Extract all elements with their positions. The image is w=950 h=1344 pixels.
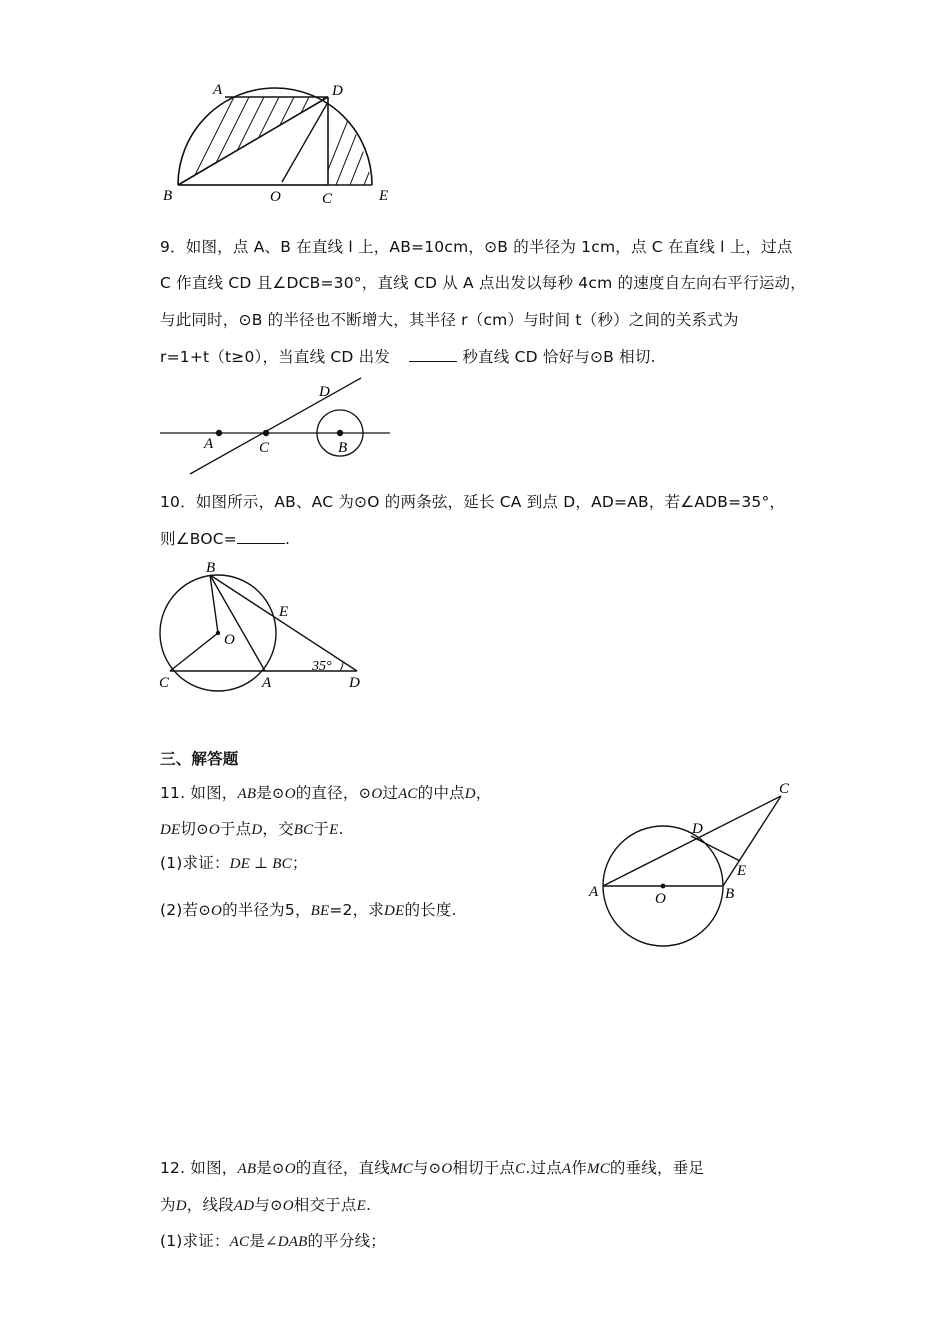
text: 的半径为5， [222, 901, 311, 919]
q10-text-before-blank: 则∠BOC= [160, 530, 237, 548]
label-D: D [349, 675, 360, 691]
text: 的长度. [404, 901, 457, 919]
q10-line-1: 10．如图所示，AB、AC 为⊙O 的两条弦，延长 CA 到点 D，AD=AB，若∠ADB=35°， [160, 493, 786, 511]
label-O: O [655, 891, 666, 907]
angle-label: 35° [312, 659, 332, 674]
label-B: B [725, 886, 735, 902]
text: 于 [313, 820, 330, 838]
text: 是 [256, 1159, 272, 1177]
math: A [561, 1161, 572, 1177]
label-D: D [692, 821, 703, 837]
label-O: O [224, 632, 235, 648]
text: (2)若 [160, 901, 199, 919]
text: 的中点 [417, 784, 465, 802]
text: 是 [249, 1232, 265, 1250]
q9-line-2: C 作直线 CD 且∠DCB=30°，直线 CD 从 A 点出发以每秒 4cm 的速度自左向右平行运动， [160, 274, 806, 292]
label-D: D [319, 384, 330, 400]
text: 于点 [219, 820, 252, 838]
text: =2，求 [329, 901, 385, 919]
math: AB [237, 1161, 257, 1177]
text: ，线段 [186, 1196, 234, 1214]
text: (1)求证： [160, 1232, 230, 1250]
text: 的直径，直线 [295, 1159, 390, 1177]
text: ； [291, 854, 308, 872]
text: . [365, 1196, 372, 1214]
q10-period: . [284, 530, 291, 548]
math: ⊙O [196, 822, 220, 838]
label-C: C [259, 440, 270, 456]
figure-q11 [580, 770, 800, 955]
text: 与 [254, 1196, 270, 1214]
text: 与 [412, 1159, 429, 1177]
q12-line-2 [160, 1194, 371, 1217]
point-A [216, 430, 222, 436]
q12-line-3 [160, 1230, 386, 1253]
q10-answer-blank[interactable] [237, 529, 285, 544]
label-E: E [737, 863, 747, 879]
q9-text-before-blank: r=1+t（t≥0），当直线 CD 出发 [160, 348, 391, 366]
math: ⊙O [198, 903, 223, 919]
text: ，交 [262, 820, 294, 838]
math: AD [233, 1198, 255, 1214]
label-B: B [206, 560, 216, 576]
math: C [515, 1161, 526, 1177]
label-D: D [332, 83, 343, 99]
label-O: O [270, 189, 281, 205]
math: AB [237, 786, 257, 802]
q9-line-4 [160, 346, 656, 368]
label-B: B [163, 188, 173, 204]
text: . [338, 820, 344, 838]
text: 的平分线； [307, 1232, 386, 1250]
figure-q9 [155, 375, 395, 480]
q11-line-2 [160, 818, 344, 841]
math: ⊙O [358, 786, 383, 802]
math: DE [384, 903, 405, 919]
q11-line-3 [160, 852, 308, 875]
text: 过 [382, 784, 399, 802]
center-O [661, 884, 666, 889]
math: ∠DAB [264, 1234, 308, 1250]
label-C: C [322, 191, 333, 207]
math: D [464, 786, 476, 802]
text: 作 [571, 1159, 587, 1177]
math: DE [160, 822, 181, 838]
q10-line-2 [160, 528, 290, 550]
math: MC [389, 1161, 413, 1177]
text: 11. 如图， [160, 784, 238, 802]
center-O [216, 631, 220, 635]
text: 相交于点 [293, 1196, 357, 1214]
text: 为 [160, 1196, 176, 1214]
q9-answer-blank[interactable] [409, 347, 457, 362]
math: DE ⊥ BC [229, 856, 292, 872]
label-C: C [779, 781, 790, 797]
math: E [329, 822, 339, 838]
text: 12. 如图， [160, 1159, 238, 1177]
figure-semicircle [155, 75, 415, 215]
math: D [175, 1198, 187, 1214]
math: ⊙O [271, 786, 296, 802]
math: BC [293, 822, 314, 838]
math: AC [229, 1234, 250, 1250]
text: 的直径， [295, 784, 359, 802]
text: (1)求证： [160, 854, 230, 872]
text: 的垂线，垂足 [609, 1159, 705, 1177]
text: ， [475, 784, 492, 802]
section-3-title: 三、解答题 [160, 750, 239, 768]
text: 是 [256, 784, 272, 802]
label-E: E [279, 604, 289, 620]
point-B [337, 430, 343, 436]
q9-line-1: 9．如图，点 A、B 在直线 l 上，AB=10cm，⊙B 的半径为 1cm，点 C 在直线 l 上，过点 [160, 238, 793, 256]
text: 切 [180, 820, 197, 838]
label-A: A [262, 675, 272, 691]
math: ⊙O [428, 1161, 453, 1177]
point-C [263, 430, 269, 436]
math: ⊙O [271, 1161, 296, 1177]
math: MC [587, 1161, 610, 1177]
math: D [251, 822, 263, 838]
label-A: A [213, 82, 223, 98]
math: BE [310, 903, 330, 919]
text: 相切于点 [452, 1159, 516, 1177]
label-B: B [338, 440, 348, 456]
q12-line-1 [160, 1157, 704, 1180]
label-C: C [159, 675, 170, 691]
label-E: E [379, 188, 389, 204]
q11-line-1 [160, 782, 492, 805]
math: AC [398, 786, 418, 802]
q9-line-3: 与此同时，⊙B 的半径也不断增大，其半径 r（cm）与时间 t（秒）之间的关系式为 [160, 311, 739, 329]
math: ⊙O [269, 1198, 294, 1214]
label-A: A [589, 884, 599, 900]
math: E [356, 1198, 366, 1214]
label-A: A [204, 436, 214, 452]
q9-text-after-blank: 秒直线 CD 恰好与⊙B 相切. [462, 348, 656, 366]
q11-line-4 [160, 899, 457, 922]
figure-q10 [155, 555, 370, 695]
text: .过点 [525, 1159, 562, 1177]
